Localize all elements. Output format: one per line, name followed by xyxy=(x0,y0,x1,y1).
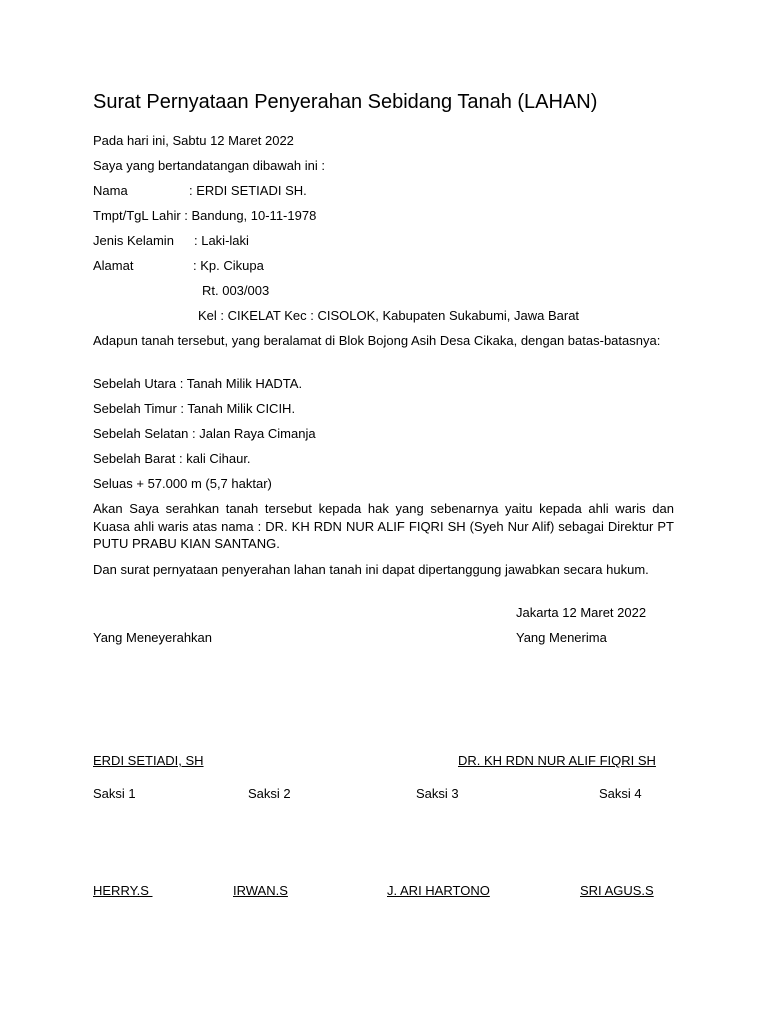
border-utara: Sebelah Utara : Tanah Milik HADTA. xyxy=(93,376,303,391)
handover-paragraph: Akan Saya serahkan tanah tersebut kepada hak yang sebenarnya yaitu kepada ahli waris dan Kuasa ahli waris atas nama : DR. KH RDN NUR ALIF FIQRI SH (Syeh Nur Alif) sebagai Direktur PT PUTU PRABU KIAN SANTANG. xyxy=(93,501,674,551)
area-line: Seluas + 57.000 m (5,7 haktar) xyxy=(93,476,272,491)
nama-label: Nama xyxy=(93,183,128,198)
kelamin-label: Jenis Kelamin xyxy=(93,233,174,248)
nama-value: : ERDI SETIADI SH. xyxy=(189,183,307,198)
receiver-name: DR. KH RDN NUR ALIF FIQRI SH xyxy=(458,753,656,768)
witness-1-name: HERRY.S xyxy=(93,883,153,898)
alamat-label: Alamat xyxy=(93,258,134,273)
place-date: Jakarta 12 Maret 2022 xyxy=(516,605,647,620)
border-barat: Sebelah Barat : kali Cihaur. xyxy=(93,451,251,466)
location-paragraph: Adapun tanah tersebut, yang beralamat di Blok Bojong Asih Desa Cikaka, dengan batas-batasnya: xyxy=(93,333,661,348)
border-timur: Sebelah Timur : Tanah Milik CICIH. xyxy=(93,401,296,416)
ttl-line: Tmpt/TgL Lahir : Bandung, 10-11-1978 xyxy=(93,208,317,223)
witness-2-name: IRWAN.S xyxy=(233,883,288,898)
witness-4-name: SRI AGUS.S xyxy=(580,883,654,898)
receiver-label: Yang Menerima xyxy=(516,630,607,645)
document-title: Surat Pernyataan Penyerahan Sebidang Tanah (LAHAN) xyxy=(93,91,598,113)
giver-label: Yang Meneyerahkan xyxy=(93,630,213,645)
opening-line: Pada hari ini, Sabtu 12 Maret 2022 xyxy=(93,133,294,148)
closing-paragraph: Dan surat pernyataan penyerahan lahan tanah ini dapat dipertanggung jawabkan secara hukum. xyxy=(93,562,649,577)
kelamin-value: : Laki-laki xyxy=(194,233,249,248)
intro-line: Saya yang bertandatangan dibawah ini : xyxy=(93,158,326,173)
witness-3-label: Saksi 3 xyxy=(416,786,459,801)
witness-1-label: Saksi 1 xyxy=(93,786,136,801)
giver-name: ERDI SETIADI, SH xyxy=(93,753,204,768)
alamat-kel: Kel : CIKELAT Kec : CISOLOK, Kabupaten Sukabumi, Jawa Barat xyxy=(198,308,580,323)
border-selatan: Sebelah Selatan : Jalan Raya Cimanja xyxy=(93,426,316,441)
alamat-value: : Kp. Cikupa xyxy=(193,258,264,273)
alamat-rt: Rt. 003/003 xyxy=(202,283,270,298)
witness-2-label: Saksi 2 xyxy=(248,786,291,801)
witness-4-label: Saksi 4 xyxy=(599,786,642,801)
witness-3-name: J. ARI HARTONO xyxy=(387,883,490,898)
